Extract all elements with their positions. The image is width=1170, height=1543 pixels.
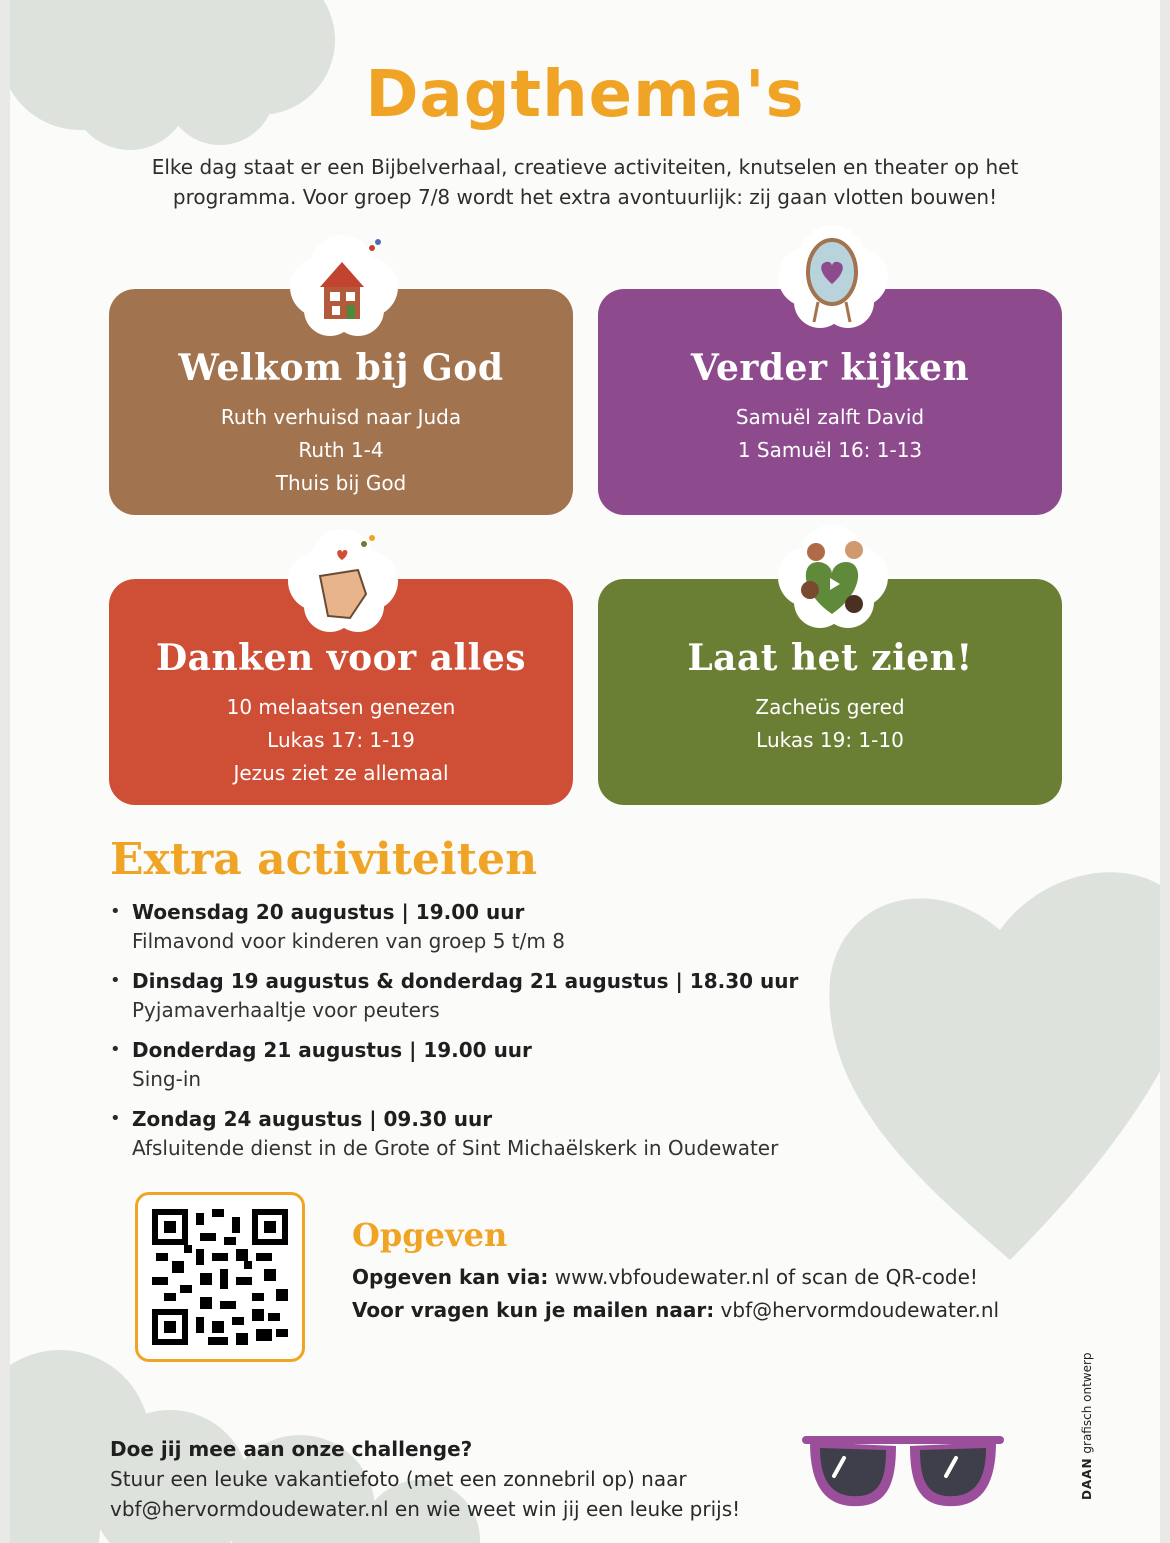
activities-list — [110, 898, 830, 1174]
bullet-icon: • — [110, 1108, 121, 1129]
contact-email-link[interactable]: vbf@hervormdoudewater.nl — [714, 1298, 1000, 1322]
flyer-page — [10, 0, 1160, 1543]
list-item — [110, 967, 830, 1025]
theme-line: Thuis bij God — [275, 471, 407, 495]
bullet-icon: • — [110, 901, 121, 922]
house-icon — [280, 232, 404, 342]
theme-details — [598, 691, 1062, 757]
activity-datetime: Zondag 24 augustus | 09.30 uur — [132, 1107, 493, 1131]
challenge-line: vbf@hervormdoudewater.nl en wie weet win jij een leuke prijs! — [110, 1497, 741, 1521]
theme-title: Verder kijken — [690, 347, 970, 389]
theme-line: Ruth 1-4 — [298, 438, 384, 462]
page-title: Dagthema's — [365, 58, 805, 132]
signup-title: Opgeven — [352, 1216, 508, 1254]
mirror-heart-icon — [770, 222, 894, 332]
signup-website-link[interactable]: www.vbfoudewater.nl of scan de QR-code! — [548, 1265, 978, 1289]
signup-email-line — [352, 1298, 999, 1322]
intro-text: Elke dag staat er een Bijbelverhaal, creatieve activiteiten, knutselen en theater op het programma. Voor groep 7/8 wordt het extra avontuurlijk: zij gaan vlotten bouwen! — [151, 155, 1019, 209]
theme-title: Welkom bij God — [178, 347, 504, 389]
designer-credit — [1080, 1352, 1094, 1500]
activity-description: Filmavond voor kinderen van groep 5 t/m 8 — [132, 929, 565, 953]
credit-text: grafisch ontwerp — [1080, 1352, 1094, 1458]
list-item — [110, 1036, 830, 1094]
activity-datetime: Woensdag 20 augustus | 19.00 uur — [132, 900, 525, 924]
theme-title: Danken voor alles — [155, 637, 527, 679]
activity-description: Sing-in — [132, 1067, 202, 1091]
activity-datetime: Donderdag 21 augustus | 19.00 uur — [132, 1038, 532, 1062]
list-item — [110, 898, 830, 956]
theme-line: Ruth verhuisd naar Juda — [220, 405, 462, 429]
theme-line: Lukas 17: 1-19 — [267, 728, 415, 752]
theme-line: Zacheüs gered — [755, 695, 905, 719]
qr-code-icon — [152, 1209, 288, 1345]
hand-heart-icon — [280, 526, 404, 636]
extra-activities-title: Extra activiteiten — [110, 834, 538, 885]
challenge-title: Doe jij mee aan onze challenge? — [110, 1437, 473, 1461]
bullet-icon: • — [110, 1039, 121, 1060]
theme-details — [598, 401, 1062, 467]
heart-decoration — [810, 850, 1160, 1270]
people-heart-icon — [770, 522, 894, 632]
bullet-icon: • — [110, 970, 121, 991]
challenge-line: Stuur een leuke vakantiefoto (met een zonnebril op) naar — [110, 1467, 687, 1491]
theme-details — [109, 691, 573, 790]
theme-line: 1 Samuël 16: 1-13 — [737, 438, 923, 462]
activity-datetime: Dinsdag 19 augustus & donderdag 21 augustus | 18.30 uur — [132, 969, 799, 993]
qr-code[interactable] — [135, 1192, 305, 1362]
list-item — [110, 1105, 830, 1163]
contact-label: Voor vragen kun je mailen naar: — [352, 1298, 715, 1322]
theme-title: Laat het zien! — [687, 637, 973, 679]
signup-label: Opgeven kan via: — [352, 1265, 549, 1289]
sunglasses-icon — [800, 1432, 1006, 1512]
activity-description: Pyjamaverhaaltje voor peuters — [132, 998, 440, 1022]
theme-details — [109, 401, 573, 500]
theme-line: Lukas 19: 1-10 — [756, 728, 904, 752]
signup-website-line — [352, 1265, 978, 1289]
theme-line: Samuël zalft David — [735, 405, 925, 429]
theme-line: Jezus ziet ze allemaal — [233, 761, 449, 785]
activity-description: Afsluitende dienst in de Grote of Sint Michaëlskerk in Oudewater — [132, 1136, 779, 1160]
challenge-block — [110, 1434, 810, 1524]
credit-brand: DAAN — [1080, 1457, 1094, 1500]
theme-line: 10 melaatsen genezen — [226, 695, 456, 719]
